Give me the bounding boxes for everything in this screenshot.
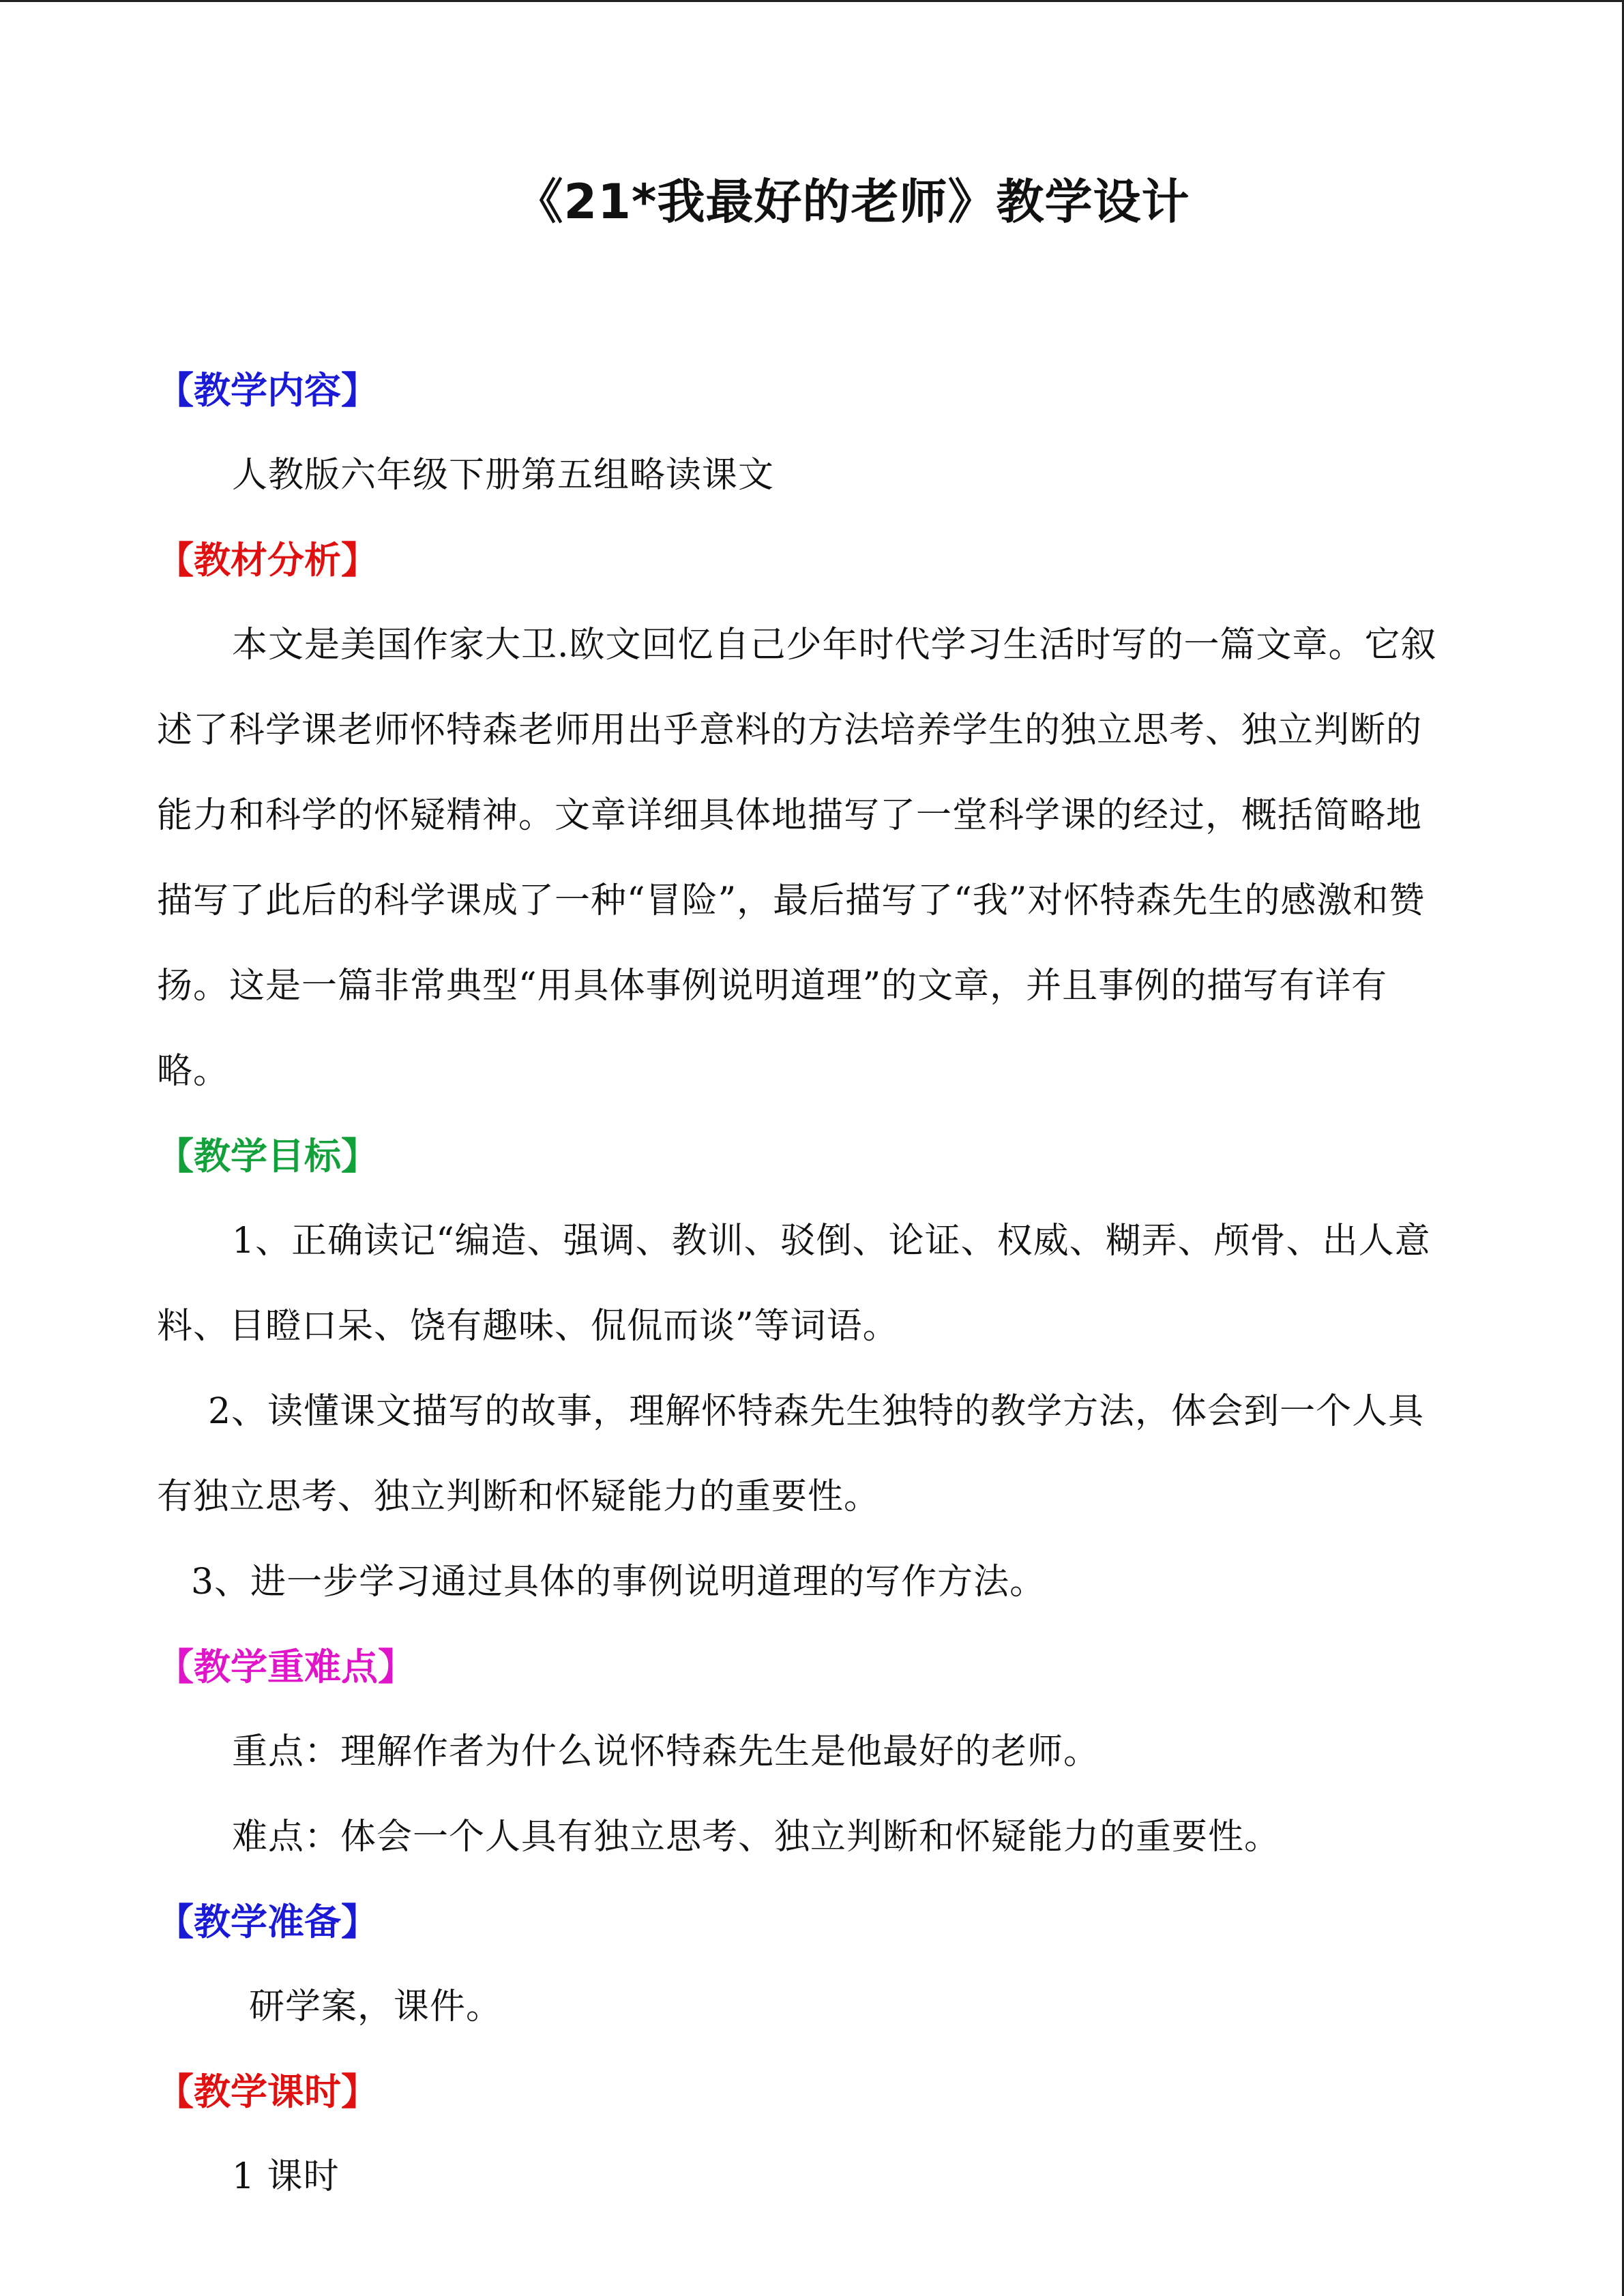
heading-teaching-content: 【教学内容】	[157, 369, 378, 412]
key-point-text: 重点：理解作者为什么说怀特森先生是他最好的老师。	[232, 1731, 1100, 1772]
heading-material-analysis: 【教材分析】	[157, 539, 378, 582]
teaching-content-text: 人教版六年级下册第五组略读课文	[232, 455, 775, 496]
goal-item-2: 2、读懂课文描写的故事，理解怀特森先生独特的教学方法，体会到一个人具有独立思考、独立判断和怀疑能力的重要性。	[157, 1391, 1425, 1517]
class-hours-text: 1 课时	[232, 2156, 340, 2197]
teaching-prep-text: 研学案，课件。	[249, 1986, 503, 2027]
goal-item-1: 1、正确读记“编造、强调、教训、驳倒、论证、权威、糊弄、颅骨、出人意料、目瞪口呆、饶有趣味、侃侃而谈”等词语。	[157, 1221, 1431, 1347]
heading-key-difficult-points: 【教学重难点】	[157, 1645, 415, 1688]
material-analysis-text: 本文是美国作家大卫.欧文回忆自己少年时代学习生活时写的一篇文章。它叙述了科学课老师怀特森老师用出乎意料的方法培养学生的独立思考、独立判断的能力和科学的怀疑精神。文章详细具体地描写了一堂科学课的经过，概括简略地描写了此后的科学课成了一种“冒险”，最后描写了“我”对怀特森先生的感激和赞扬。这是一篇非常典型“用具体事例说明道理”的文章，并且事例的描写有详有略。	[157, 625, 1437, 1092]
difficult-point-text: 难点：体会一个人具有独立思考、独立判断和怀疑能力的重要性。	[232, 1817, 1281, 1858]
document-title: 《21*我最好的老师》教学设计	[515, 174, 1190, 230]
heading-class-hours: 【教学课时】	[157, 2070, 378, 2113]
heading-teaching-prep: 【教学准备】	[157, 1900, 378, 1943]
document-body	[157, 164, 1453, 2220]
heading-teaching-goals: 【教学目标】	[157, 1135, 378, 1178]
goal-item-3: 3、进一步学习通过具体的事例说明道理的写作方法。	[191, 1562, 1046, 1602]
